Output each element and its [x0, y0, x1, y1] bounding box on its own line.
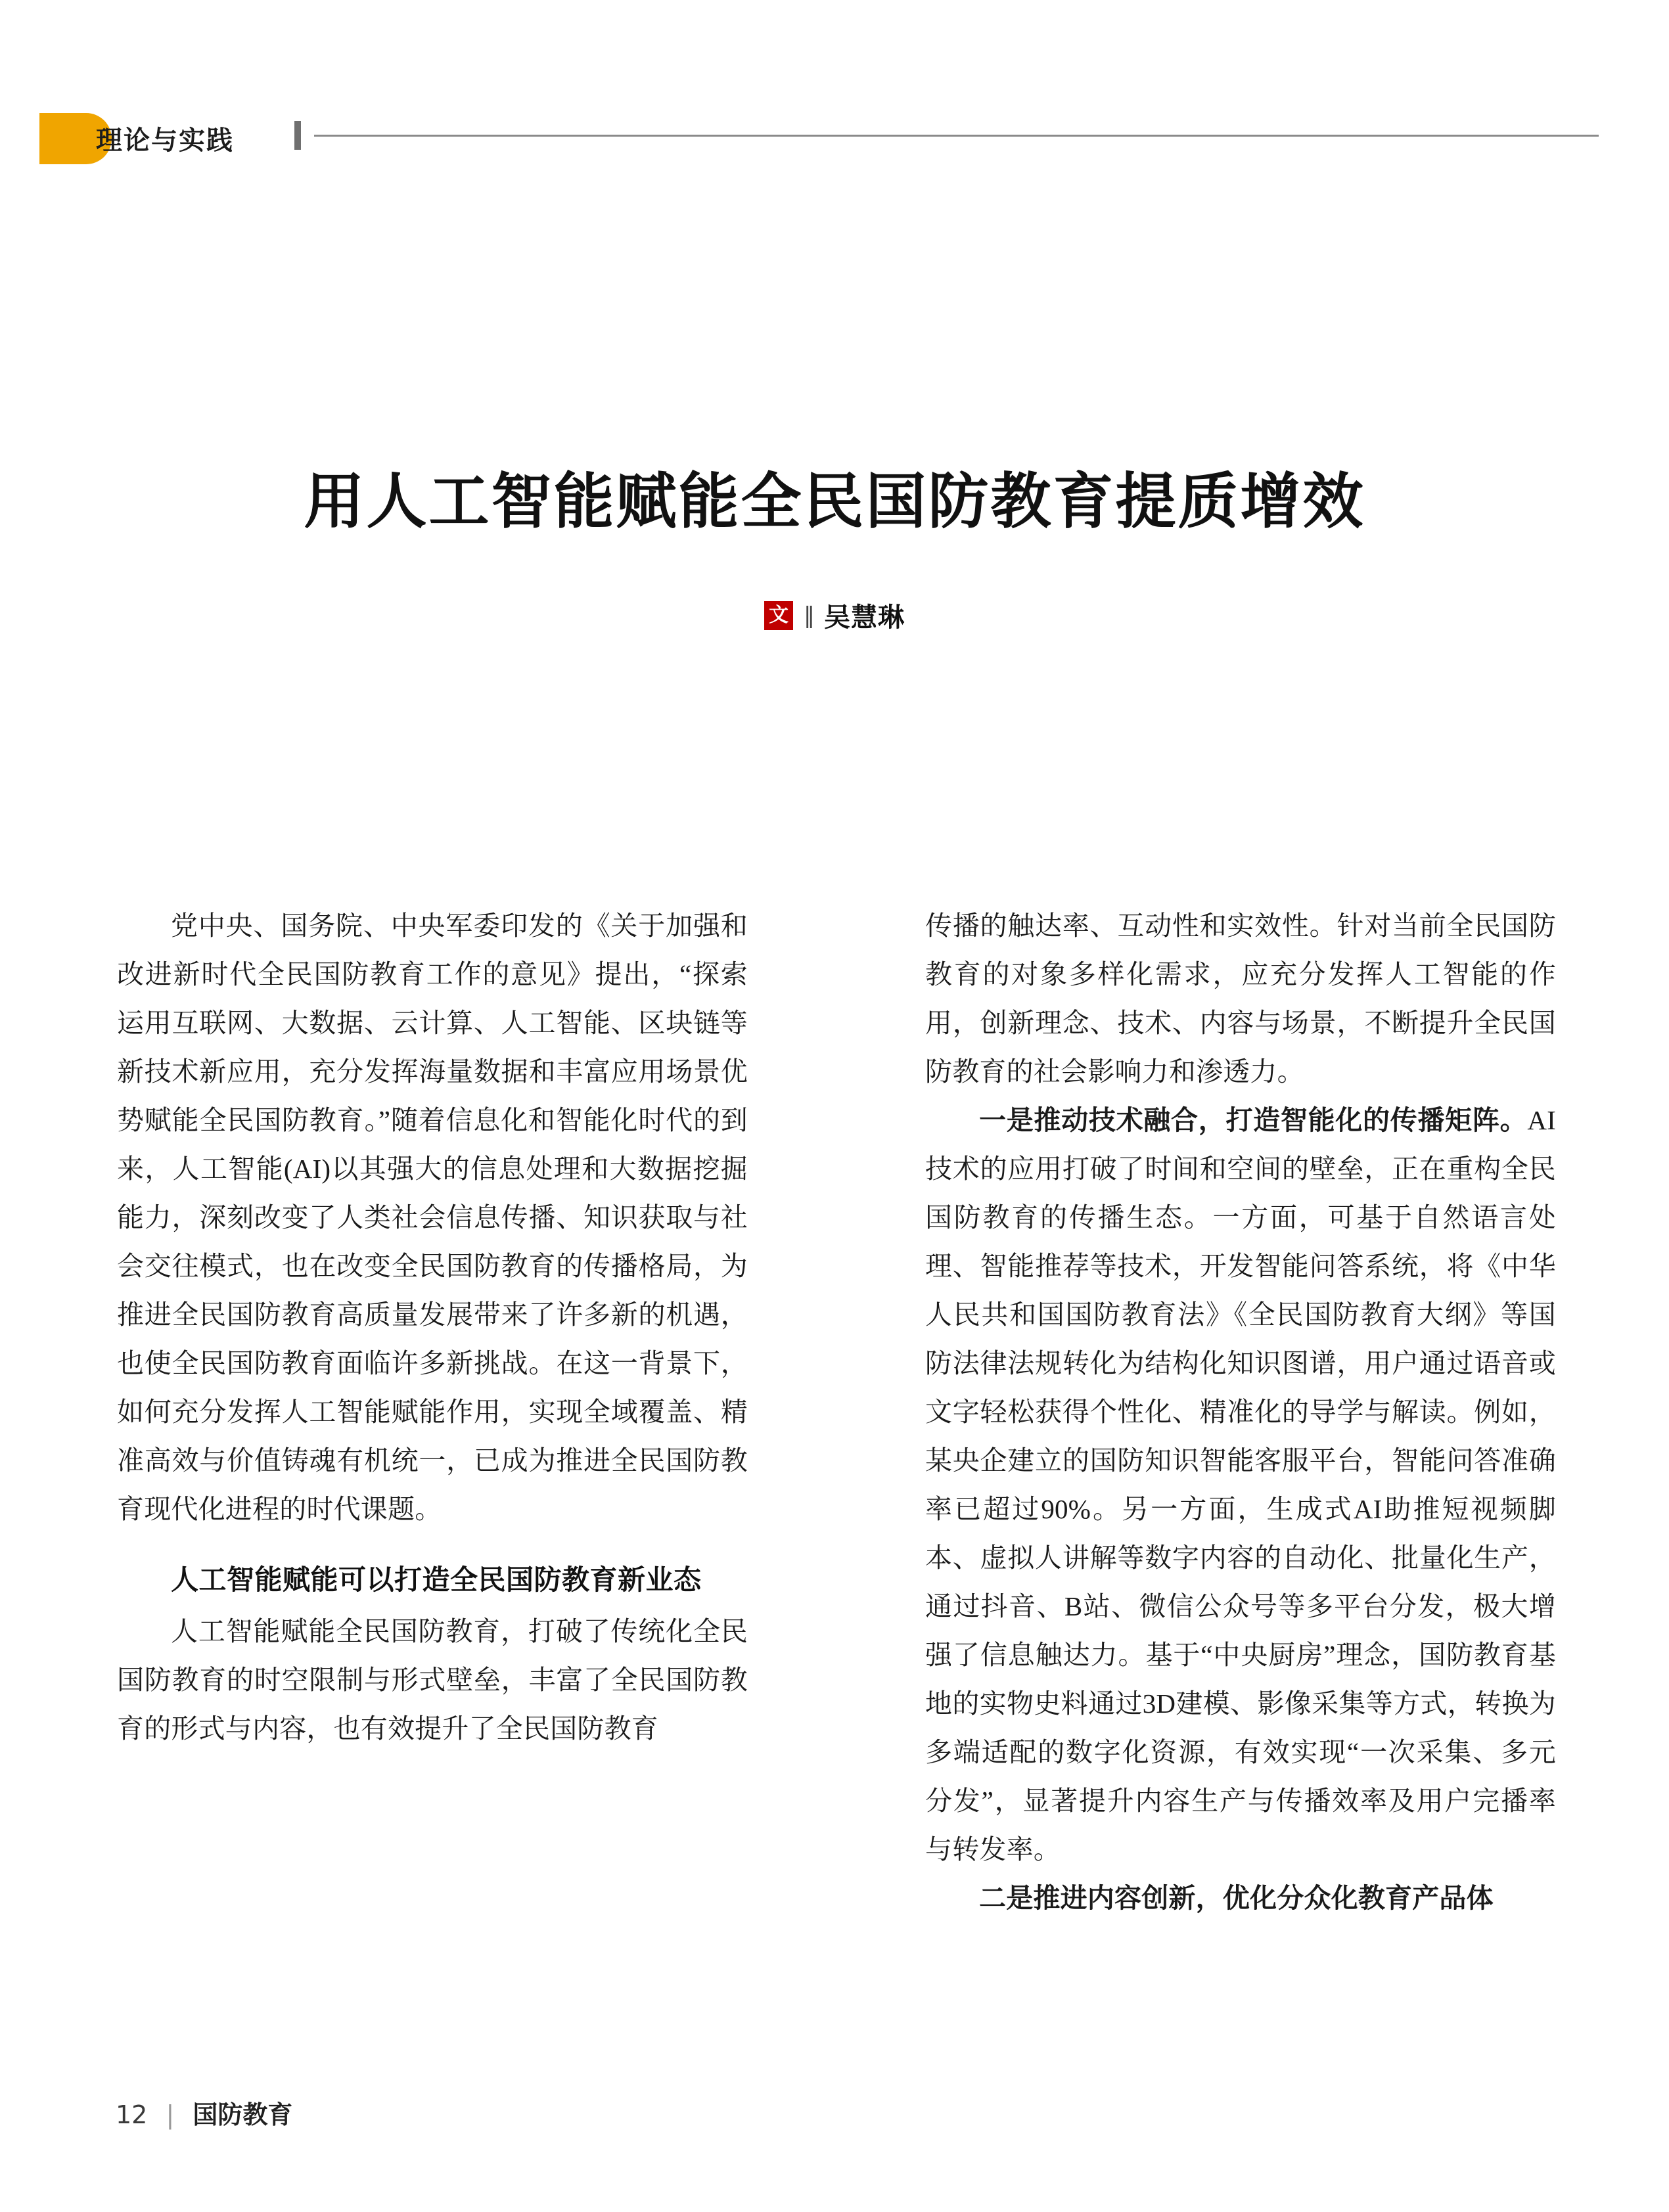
paragraph: [925, 1096, 1556, 1874]
page-footer: [116, 2094, 292, 2131]
page-header: [0, 113, 1669, 172]
byline: [0, 599, 1669, 637]
paragraph: 党中央、国务院、中央军委印发的《关于加强和改进新时代全民国防教育工作的意见》提出，“探索运用互联网、大数据、云计算、人工智能、区块链等新技术新应用，充分发挥海量数据和丰富应用场景优势赋能全民国防教育。”随着信息化和智能化时代的到来，人工智能(AI)以其强大的信息处理和大数据挖掘能力，深刻改变了人类社会信息传播、知识获取与社会交往模式，也在改变全民国防教育的传播格局，为推进全民国防教育高质量发展带来了许多新的机遇，也使全民国防教育面临许多新挑战。在这一背景下，如何充分发挥人工智能赋能作用，实现全域覆盖、精准高效与价值铸魂有机统一，已成为推进全民国防教育现代化进程的时代课题。: [117, 911, 748, 1524]
body-column-left: [117, 901, 748, 1753]
header-bar-mark-icon: [294, 121, 301, 150]
footer-divider: |: [166, 2100, 175, 2129]
paragraph: [925, 1874, 1556, 1922]
paragraph: 人工智能赋能全民国防教育，打破了传统化全民国防教育的时空限制与形式壁垒，丰富了全民国防教育的形式与内容，也有效提升了全民国防教育: [117, 1616, 748, 1744]
paragraph-continued: 传播的触达率、互动性和实效性。针对当前全民国防教育的对象多样化需求，应充分发挥人工智能的作用，创新理念、技术、内容与场景，不断提升全民国防教育的社会影响力和渗透力。: [925, 911, 1556, 1087]
paragraph-text: AI技术的应用打破了时间和空间的壁垒，正在重构全民国防教育的传播生态。一方面，可基于自然语言处理、智能推荐等技术，开发智能问答系统，将《中华人民共和国国防教育法》《全民国防教育大纲》等国防法律法规转化为结构化知识图谱，用户通过语音或文字轻松获得个性化、精准化的导学与解读。例如，某央企建立的国防知识智能客服平台，智能问答准确率已超过90%。另一方面，生成式AI助推短视频脚本、虚拟人讲解等数字内容的自动化、批量化生产，通过抖音、B站、微信公众号等多平台分发，极大增强了信息触达力。基于“中央厨房”理念，国防教育基地的实物史料通过3D建模、影像采集等方式，转换为多端适配的数字化资源，有效实现“一次采集、多元分发”，显著提升内容生产与传播效率及用户完播率与转发率。: [925, 1105, 1556, 1864]
paragraph-lead: 一是推动技术融合，打造智能化的传播矩阵。: [979, 1104, 1528, 1136]
page-title: 用人工智能赋能全民国防教育提质增效: [304, 466, 1365, 537]
header-section-label: 理论与实践: [96, 125, 234, 156]
byline-author: 吴慧琳: [824, 602, 905, 633]
footer-publication-name: 国防教育: [193, 2100, 293, 2129]
header-divider: [314, 135, 1599, 137]
byline-text-badge: 文: [764, 601, 793, 630]
footer-page-number: 12: [116, 2100, 148, 2129]
article-body: [117, 901, 1556, 2044]
body-column-right: [925, 901, 1556, 1922]
section-subheading: 人工智能赋能可以打造全民国防教育新业态: [171, 1564, 702, 1596]
paragraph-lead: 二是推进内容创新，优化分众化教育产品体: [979, 1882, 1494, 1914]
byline-separator: ‖: [804, 602, 815, 629]
